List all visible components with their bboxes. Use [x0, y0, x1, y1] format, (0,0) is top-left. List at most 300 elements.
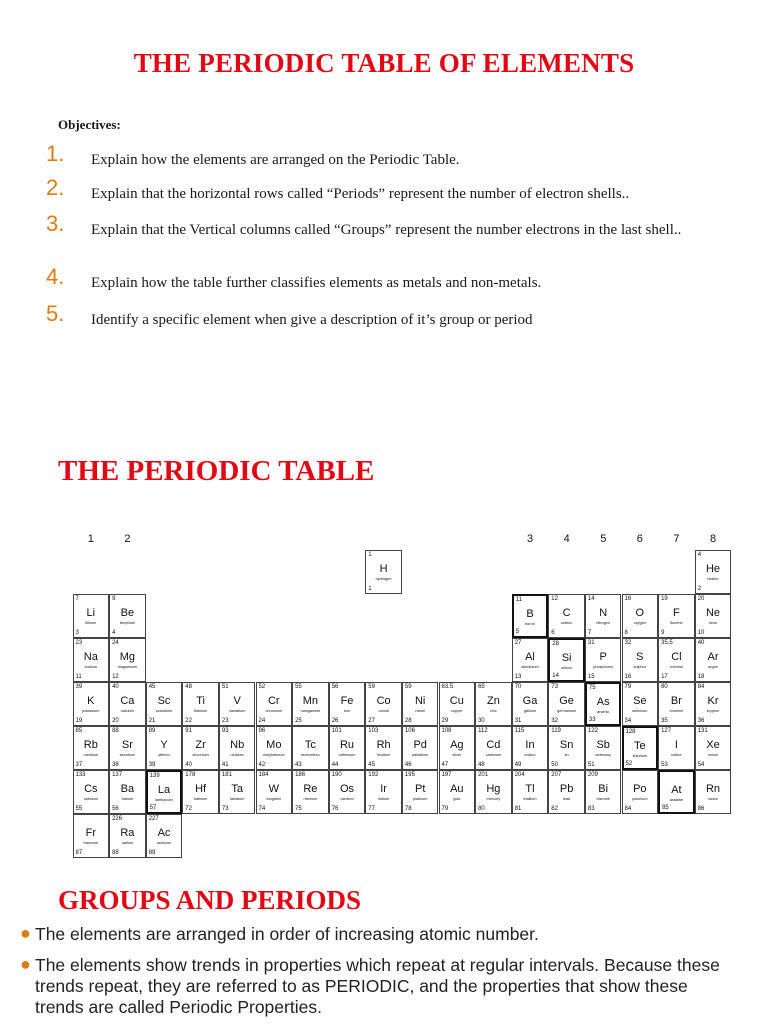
- element-atomic-number: 48: [478, 762, 485, 768]
- element-cell-vanadium: [219, 682, 256, 726]
- element-symbol: S: [636, 651, 644, 663]
- element-name: bismuth: [596, 797, 610, 801]
- element-atomic-number: 30: [478, 718, 485, 724]
- element-name: osmium: [340, 797, 354, 801]
- element-atomic-number: 32: [551, 718, 558, 724]
- element-atomic-number: 49: [514, 762, 522, 768]
- element-atomic-number: 80: [478, 806, 485, 812]
- element-atomic-number: 73: [221, 806, 229, 812]
- element-name: magnesium: [117, 665, 138, 669]
- element-cell-selenium: [622, 682, 659, 726]
- element-symbol: Bi: [598, 783, 609, 795]
- element-atomic-number: 23: [221, 718, 229, 724]
- element-atomic-number: 28: [404, 718, 412, 724]
- element-mass: 7: [75, 596, 79, 602]
- element-cell-radon: [695, 770, 732, 814]
- element-cell-helium: [695, 550, 732, 594]
- element-name: helium: [707, 577, 719, 581]
- element-cell-gallium: [512, 682, 549, 726]
- element-symbol: Tc: [304, 739, 316, 751]
- element-symbol: Mo: [266, 739, 282, 751]
- element-cell-aluminium: [512, 638, 549, 682]
- element-atomic-number: 52: [625, 761, 633, 767]
- element-name: rhodium: [376, 753, 391, 757]
- element-cell-xenon: [695, 726, 732, 770]
- element-name: caesium: [83, 797, 98, 801]
- element-cell-hydrogen: [365, 550, 402, 594]
- element-atomic-number: 40: [185, 762, 192, 768]
- element-name: oxygen: [633, 621, 646, 625]
- element-atomic-number: 29: [441, 718, 449, 724]
- element-symbol: Ir: [380, 783, 387, 795]
- element-mass: 55: [295, 684, 302, 690]
- element-name: chromium: [265, 709, 283, 713]
- element-cell-rubidium: [73, 726, 110, 770]
- element-cell-carbon: [548, 594, 585, 638]
- element-symbol: N: [599, 607, 608, 619]
- element-atomic-number: 77: [368, 806, 375, 812]
- element-atomic-number: 15: [587, 674, 595, 680]
- objective-text: Explain that the Vertical columns called “Groups” represent the number electrons in the last shell..: [91, 222, 682, 238]
- group-number-label: 4: [563, 533, 570, 545]
- group-number-label: 3: [527, 533, 534, 545]
- element-atomic-number: 87: [75, 850, 83, 856]
- element-mass: 127: [661, 728, 672, 734]
- element-cell-actinium: [146, 814, 183, 858]
- element-atomic-number: 51: [587, 762, 595, 768]
- element-atomic-number: 42: [258, 762, 266, 768]
- element-name: arsenic: [597, 710, 610, 714]
- objective-number: 2.: [46, 175, 65, 200]
- element-mass: 106: [404, 728, 415, 734]
- element-atomic-number: 45: [368, 762, 375, 768]
- element-symbol: Ra: [120, 827, 135, 839]
- element-atomic-number: 16: [624, 674, 632, 680]
- element-atomic-number: 2: [697, 586, 702, 592]
- element-cell-titanium: [182, 682, 219, 726]
- element-symbol: Zr: [195, 739, 206, 751]
- element-atomic-number: 56: [112, 806, 119, 812]
- element-symbol: Ag: [450, 739, 464, 751]
- element-name: barium: [121, 797, 134, 801]
- element-name: rubidium: [83, 753, 99, 757]
- element-mass: 178: [185, 772, 196, 778]
- bullet-item-2: [20, 955, 740, 1018]
- element-name: scandium: [155, 709, 173, 713]
- element-symbol: Be: [120, 607, 135, 619]
- element-symbol: Zn: [486, 695, 500, 707]
- element-atomic-number: 6: [551, 630, 555, 636]
- element-symbol: Pd: [413, 739, 427, 751]
- element-name: yttrium: [158, 753, 170, 757]
- element-atomic-number: 14: [552, 673, 559, 679]
- element-name: bromine: [669, 709, 684, 713]
- element-symbol: O: [635, 607, 645, 619]
- group-number-label: 5: [600, 533, 607, 545]
- element-mass: 190: [331, 772, 342, 778]
- element-atomic-number: 75: [295, 806, 302, 812]
- element-symbol: Ni: [414, 695, 426, 707]
- element-atomic-number: 86: [697, 806, 705, 812]
- element-cell-tellurium: [622, 726, 659, 770]
- element-mass: 28: [552, 641, 559, 647]
- element-name: hafnium: [193, 797, 208, 801]
- element-symbol: Sc: [157, 695, 171, 707]
- element-name: tellurium: [632, 754, 647, 758]
- element-symbol: Po: [633, 783, 647, 795]
- element-mass: 133: [75, 772, 86, 778]
- element-name: iron: [343, 709, 351, 713]
- element-symbol: Cl: [671, 651, 682, 663]
- element-cell-hafnium: [182, 770, 219, 814]
- element-cell-nitrogen: [585, 594, 622, 638]
- element-cell-gold: [439, 770, 476, 814]
- element-atomic-number: 43: [295, 762, 302, 768]
- element-name: silver: [452, 753, 462, 757]
- element-atomic-number: 44: [331, 762, 339, 768]
- element-name: tantalum: [229, 797, 245, 801]
- element-symbol: Ba: [120, 783, 135, 795]
- element-cell-lead: [548, 770, 585, 814]
- element-mass: 186: [295, 772, 306, 778]
- element-symbol: He: [705, 563, 721, 575]
- element-mass: 59: [404, 684, 412, 690]
- element-name: copper: [450, 709, 463, 713]
- element-cell-barium: [109, 770, 146, 814]
- element-cell-strontium: [109, 726, 146, 770]
- element-mass: 115: [514, 728, 525, 734]
- element-mass: 16: [624, 596, 632, 602]
- element-name: niobium: [230, 753, 244, 757]
- element-mass: 181: [221, 772, 232, 778]
- element-atomic-number: 47: [441, 762, 449, 768]
- element-atomic-number: 9: [661, 630, 665, 636]
- group-number-label: 2: [124, 533, 131, 545]
- objective-item-5: [46, 301, 726, 330]
- bullet-dot-icon: ●: [20, 954, 31, 974]
- element-atomic-number: 25: [295, 718, 302, 724]
- element-mass: 108: [441, 728, 452, 734]
- element-name: chlorine: [669, 665, 684, 669]
- element-atomic-number: 85: [662, 805, 669, 811]
- element-name: indium: [524, 753, 536, 757]
- element-symbol: I: [674, 739, 678, 751]
- element-mass: 9: [112, 596, 116, 602]
- element-name: sulphur: [633, 665, 647, 669]
- element-name: argon: [708, 665, 718, 669]
- element-name: mercury: [486, 797, 501, 801]
- objective-text: Identify a specific element when give a description of it’s group or period: [91, 312, 533, 328]
- element-cell-phosphorus: [585, 638, 622, 682]
- element-mass: 79: [624, 684, 632, 690]
- element-symbol: Fr: [85, 827, 96, 839]
- element-mass: 19: [661, 596, 668, 602]
- element-cell-bromine: [658, 682, 695, 726]
- element-mass: 89: [148, 728, 156, 734]
- element-name: potassium: [82, 709, 100, 713]
- element-cell-scandium: [146, 682, 183, 726]
- element-mass: 226: [112, 816, 123, 822]
- objective-number: 5.: [46, 301, 65, 326]
- element-mass: 192: [368, 772, 379, 778]
- group-number-label: 7: [673, 533, 680, 545]
- element-cell-magnesium: [109, 638, 146, 682]
- element-cell-tantalum: [219, 770, 256, 814]
- element-cell-platinum: [402, 770, 439, 814]
- element-symbol: Hg: [486, 783, 501, 795]
- element-symbol: Ta: [231, 783, 243, 795]
- element-atomic-number: 54: [697, 762, 705, 768]
- element-symbol: Na: [83, 651, 98, 663]
- element-symbol: Rn: [705, 783, 721, 795]
- element-mass: 91: [185, 728, 192, 734]
- element-atomic-number: 88: [112, 850, 119, 856]
- element-name: polonium: [632, 797, 648, 801]
- element-symbol: Nb: [230, 739, 245, 751]
- element-symbol: Te: [633, 740, 646, 752]
- group-number-label: 8: [710, 533, 717, 545]
- element-atomic-number: 37: [75, 762, 83, 768]
- objective-item-1: [46, 141, 726, 170]
- element-symbol: Cd: [486, 739, 501, 751]
- element-symbol: Se: [633, 695, 647, 707]
- objective-number: 3.: [46, 211, 65, 236]
- element-name: nitrogen: [596, 621, 611, 625]
- element-cell-germanium: [548, 682, 585, 726]
- element-cell-ruthenium: [329, 726, 366, 770]
- element-symbol: Mn: [302, 695, 319, 707]
- element-atomic-number: 27: [368, 718, 375, 724]
- element-symbol: Sn: [559, 739, 574, 751]
- element-atomic-number: 46: [404, 762, 412, 768]
- element-mass: 35.5: [661, 640, 673, 646]
- element-atomic-number: 34: [624, 718, 632, 724]
- element-cell-lanthanum: [146, 770, 183, 814]
- element-atomic-number: 10: [697, 630, 705, 636]
- element-atomic-number: 78: [404, 806, 412, 812]
- element-atomic-number: 33: [588, 717, 596, 723]
- element-name: radon: [708, 797, 718, 801]
- element-mass: 204: [514, 772, 525, 778]
- element-cell-argon: [695, 638, 732, 682]
- element-cell-cadmium: [475, 726, 512, 770]
- element-name: astatine: [669, 798, 684, 802]
- element-atomic-number: 3: [75, 630, 79, 636]
- element-name: platinum: [413, 797, 428, 801]
- element-name: calcium: [120, 709, 134, 713]
- element-name: zinc: [490, 709, 497, 713]
- element-cell-palladium: [402, 726, 439, 770]
- element-mass: 227: [148, 816, 159, 822]
- element-name: thallium: [523, 797, 537, 801]
- element-mass: 70: [514, 684, 522, 690]
- element-name: nickel: [415, 709, 426, 713]
- element-mass: 40: [112, 684, 119, 690]
- element-name: sodium: [84, 665, 97, 669]
- element-name: cobalt: [378, 709, 389, 713]
- element-name: krypton: [706, 709, 720, 713]
- element-mass: 197: [441, 772, 452, 778]
- element-mass: 93: [221, 728, 229, 734]
- element-cell-cobalt: [365, 682, 402, 726]
- element-atomic-number: 41: [221, 762, 229, 768]
- bullet-text: The elements show trends in properties which repeat at regular intervals. Because these trends repeat, they are referred to as PERIODIC, and the properties that show these trends are called Periodic Properties.: [35, 955, 720, 1017]
- element-cell-arsenic: [585, 682, 622, 726]
- element-mass: 184: [258, 772, 269, 778]
- element-name: boron: [525, 622, 535, 626]
- element-cell-chlorine: [658, 638, 695, 682]
- element-mass: 52: [258, 684, 266, 690]
- group-number-label: 6: [636, 533, 643, 545]
- element-name: beryllium: [119, 621, 135, 625]
- element-cell-silicon: [548, 638, 585, 682]
- element-symbol: Ac: [157, 827, 171, 839]
- objective-item-2: [46, 175, 726, 204]
- element-symbol: Xe: [706, 739, 720, 751]
- element-atomic-number: 8: [624, 630, 628, 636]
- element-mass: 1: [368, 552, 372, 558]
- element-symbol: Pt: [414, 783, 426, 795]
- element-cell-niobium: [219, 726, 256, 770]
- element-cell-copper: [439, 682, 476, 726]
- element-symbol: Co: [376, 695, 391, 707]
- element-symbol: Li: [86, 607, 96, 619]
- element-atomic-number: 50: [551, 762, 558, 768]
- element-mass: 119: [551, 728, 561, 734]
- element-mass: 139: [149, 773, 160, 779]
- element-cell-thallium: [512, 770, 549, 814]
- element-cell-zirconium: [182, 726, 219, 770]
- element-symbol: Y: [160, 739, 168, 751]
- element-name: technetium: [301, 753, 320, 757]
- element-atomic-number: 39: [148, 762, 156, 768]
- element-symbol: Cu: [449, 695, 464, 707]
- element-atomic-number: 55: [75, 806, 83, 812]
- element-mass: 75: [588, 685, 596, 691]
- element-name: silicon: [561, 666, 572, 670]
- element-name: lithium: [85, 621, 97, 625]
- bullet-item-1: [20, 924, 740, 945]
- element-cell-boron: [512, 594, 549, 638]
- element-symbol: Rb: [83, 739, 98, 751]
- element-cell-astatine: [658, 770, 695, 814]
- element-mass: 40: [697, 640, 705, 646]
- element-cell-sulphur: [622, 638, 659, 682]
- element-symbol: V: [233, 695, 241, 707]
- element-atomic-number: 79: [441, 806, 449, 812]
- element-mass: 56: [331, 684, 339, 690]
- element-mass: 201: [478, 772, 489, 778]
- element-name: lanthanum: [155, 798, 173, 802]
- element-mass: 31: [587, 640, 595, 646]
- element-atomic-number: 19: [75, 718, 83, 724]
- element-name: manganese: [300, 709, 321, 713]
- element-cell-bismuth: [585, 770, 622, 814]
- element-cell-francium: [73, 814, 110, 858]
- element-cell-calcium: [109, 682, 146, 726]
- element-mass: 195: [404, 772, 415, 778]
- objective-number: 4.: [46, 264, 65, 289]
- element-name: radium: [121, 841, 134, 845]
- element-symbol: Al: [525, 651, 535, 663]
- element-atomic-number: 4: [112, 630, 116, 636]
- element-mass: 80: [661, 684, 668, 690]
- element-cell-mercury: [475, 770, 512, 814]
- element-symbol: B: [526, 608, 534, 620]
- element-mass: 51: [221, 684, 229, 690]
- element-symbol: Ca: [120, 695, 135, 707]
- element-atomic-number: 57: [149, 805, 157, 811]
- element-symbol: La: [157, 784, 171, 796]
- element-mass: 207: [551, 772, 562, 778]
- element-atomic-number: 12: [112, 674, 119, 680]
- element-mass: 85: [75, 728, 83, 734]
- element-mass: 11: [515, 597, 522, 603]
- element-mass: 73: [551, 684, 558, 690]
- element-symbol: In: [525, 739, 535, 751]
- element-mass: 103: [368, 728, 379, 734]
- element-mass: 96: [258, 728, 266, 734]
- element-name: molybdenum: [262, 753, 285, 757]
- objectives-label: Objectives:: [58, 117, 121, 132]
- element-atomic-number: 11: [75, 674, 82, 680]
- element-symbol: Si: [561, 652, 572, 664]
- element-mass: 39: [75, 684, 83, 690]
- element-atomic-number: 81: [514, 806, 522, 812]
- objective-text: Explain how the table further classifies elements as metals and non-metals.: [91, 275, 542, 291]
- element-mass: 128: [625, 729, 636, 735]
- element-symbol: Ar: [707, 651, 719, 663]
- element-atomic-number: 5: [515, 629, 520, 635]
- element-name: strontium: [119, 753, 136, 757]
- element-atomic-number: 1: [368, 586, 372, 592]
- element-cell-rhodium: [365, 726, 402, 770]
- element-mass: 65: [478, 684, 485, 690]
- element-mass: 63.5: [441, 684, 454, 690]
- element-atomic-number: 72: [185, 806, 192, 812]
- element-name: carbon: [560, 621, 573, 625]
- element-symbol: H: [379, 563, 388, 575]
- objective-number: 1.: [46, 141, 65, 166]
- element-cell-iridium: [365, 770, 402, 814]
- element-atomic-number: 31: [514, 718, 522, 724]
- element-atomic-number: 82: [551, 806, 558, 812]
- element-cell-iodine: [658, 726, 695, 770]
- element-atomic-number: 84: [624, 806, 632, 812]
- bullet-text: The elements are arranged in order of increasing atomic number.: [35, 924, 539, 944]
- element-name: neon: [708, 621, 718, 625]
- element-cell-rhenium: [292, 770, 329, 814]
- element-symbol: Cs: [84, 783, 98, 795]
- element-symbol: Pb: [559, 783, 574, 795]
- element-symbol: Os: [339, 783, 355, 795]
- objective-item-3: [46, 211, 726, 240]
- element-name: ruthenium: [338, 753, 356, 757]
- element-name: rhenium: [303, 797, 318, 801]
- element-cell-polonium: [622, 770, 659, 814]
- element-symbol: Ga: [522, 695, 538, 707]
- element-mass: 12: [551, 596, 558, 602]
- element-atomic-number: 17: [661, 674, 668, 680]
- element-cell-lithium: [73, 594, 110, 638]
- element-cell-zinc: [475, 682, 512, 726]
- element-cell-molybdenum: [256, 726, 293, 770]
- element-cell-sodium: [73, 638, 110, 682]
- element-mass: 48: [185, 684, 192, 690]
- page-title: THE PERIODIC TABLE OF ELEMENTS: [133, 48, 635, 78]
- element-cell-caesium: [73, 770, 110, 814]
- element-cell-fluorine: [658, 594, 695, 638]
